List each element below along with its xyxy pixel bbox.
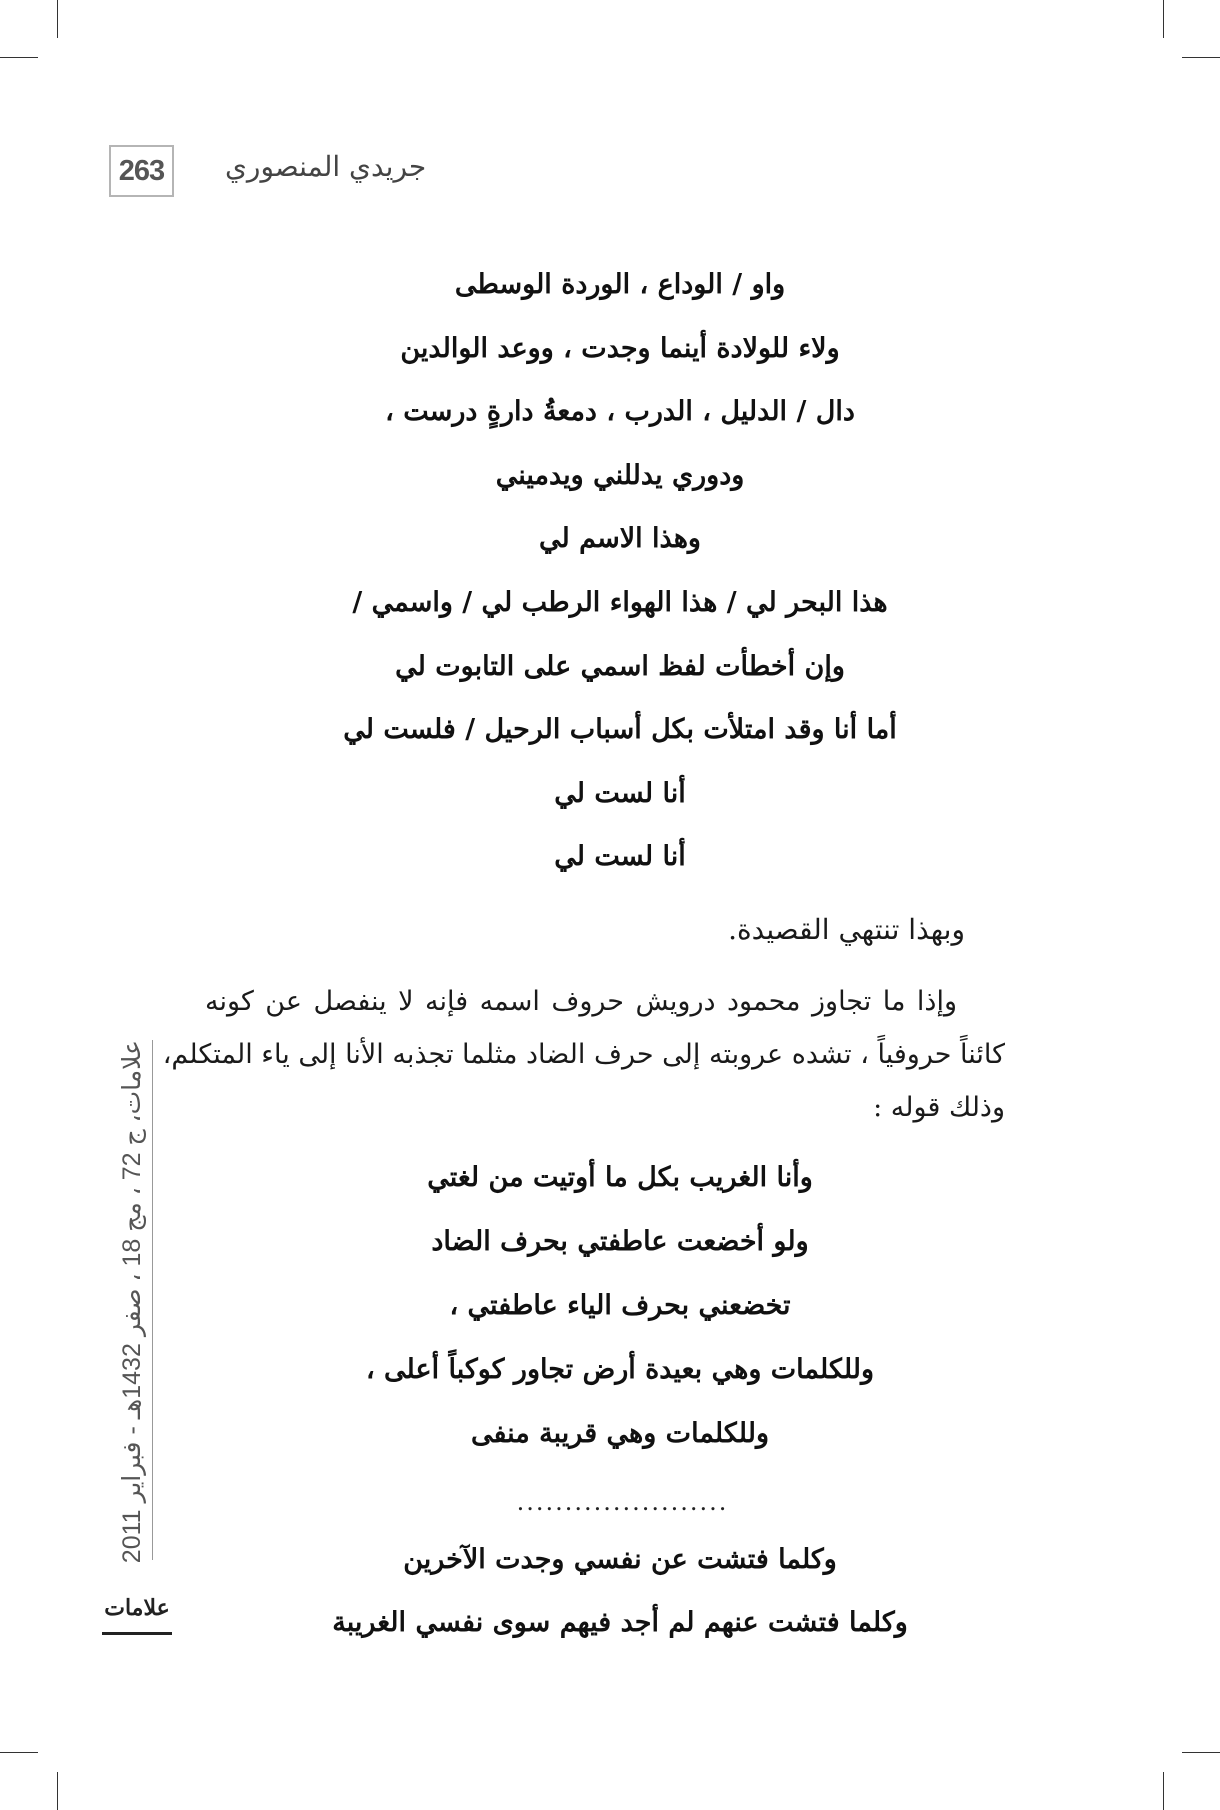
poem-line: وهذا الاسم لي	[539, 523, 701, 555]
side-rule	[152, 1040, 153, 1560]
crop-mark	[1182, 57, 1220, 58]
poem-line: أما أنا وقد امتلأت بكل أسباب الرحيل / فلست لي	[343, 714, 897, 746]
running-head: جريدي المنصوري	[225, 150, 427, 183]
crop-mark	[1163, 0, 1164, 38]
poem-line: أنا لست لي	[554, 777, 686, 809]
journal-citation: علامات، ج 72 ، مج 18 ، صفر 1432هـ - فبراير 2011	[118, 1040, 146, 1564]
poem-line: وإن أخطأت لفظ اسمي على التابوت لي	[395, 650, 845, 682]
poem-line: وكلما فتشت عن نفسي وجدت الآخرين	[403, 1544, 837, 1575]
prose-line: وذلك قوله :	[873, 1092, 1005, 1123]
poem-line: ولو أخضعت عاطفتي بحرف الضاد	[431, 1226, 809, 1257]
crop-mark	[0, 57, 38, 58]
poem-line: هذا البحر لي / هذا الهواء الرطب لي / واسمي /	[352, 586, 888, 618]
crop-mark	[1182, 1752, 1220, 1753]
crop-mark	[57, 1772, 58, 1810]
prose-line: وإذا ما تجاوز محمود درويش حروف اسمه فإنه لا ينفصل عن كونه	[205, 986, 957, 1017]
ending-sentence: وبهذا تنتهي القصيدة.	[728, 913, 965, 946]
page-number: 263	[109, 145, 174, 197]
crop-mark	[0, 1752, 38, 1753]
poem-line: ولاء للولادة أينما وجدت ، ووعد الوالدين	[400, 332, 840, 364]
poem-line: دال / الدليل ، الدرب ، دمعةُ دارةٍ درست ،	[385, 396, 855, 428]
poem-line: أنا لست لي	[554, 841, 686, 873]
dotted-separator: ......................	[516, 1488, 729, 1516]
crop-mark	[1163, 1772, 1164, 1810]
prose-line: كائناً حروفياً ، تشده عروبته إلى حرف الضاد مثلما تجذبه الأنا إلى ياء المتكلم،	[162, 1039, 1005, 1070]
poem-block-2	[200, 1146, 1040, 1466]
poem-line: تخضعني بحرف الياء عاطفتي ،	[449, 1290, 791, 1321]
prose-paragraph	[162, 975, 1005, 1134]
poem-line: وللكلمات وهي قريبة منفى	[470, 1418, 769, 1449]
poem-line: وأنا الغريب بكل ما أوتيت من لغتي	[427, 1162, 813, 1193]
poem-line: ودوري يدللني ويدميني	[495, 459, 745, 491]
poem-block-1	[200, 253, 1040, 889]
poem-block-3	[200, 1528, 1040, 1654]
poem-line: واو / الوداع ، الوردة الوسطى	[454, 269, 786, 300]
poem-line: وكلما فتشت عنهم لم أجد فيهم سوى نفسي الغريبة	[332, 1607, 908, 1638]
crop-mark	[57, 0, 58, 38]
journal-logo: علامات	[102, 1595, 172, 1635]
poem-line: وللكلمات وهي بعيدة أرض تجاور كوكباً أعلى ،	[365, 1354, 875, 1385]
